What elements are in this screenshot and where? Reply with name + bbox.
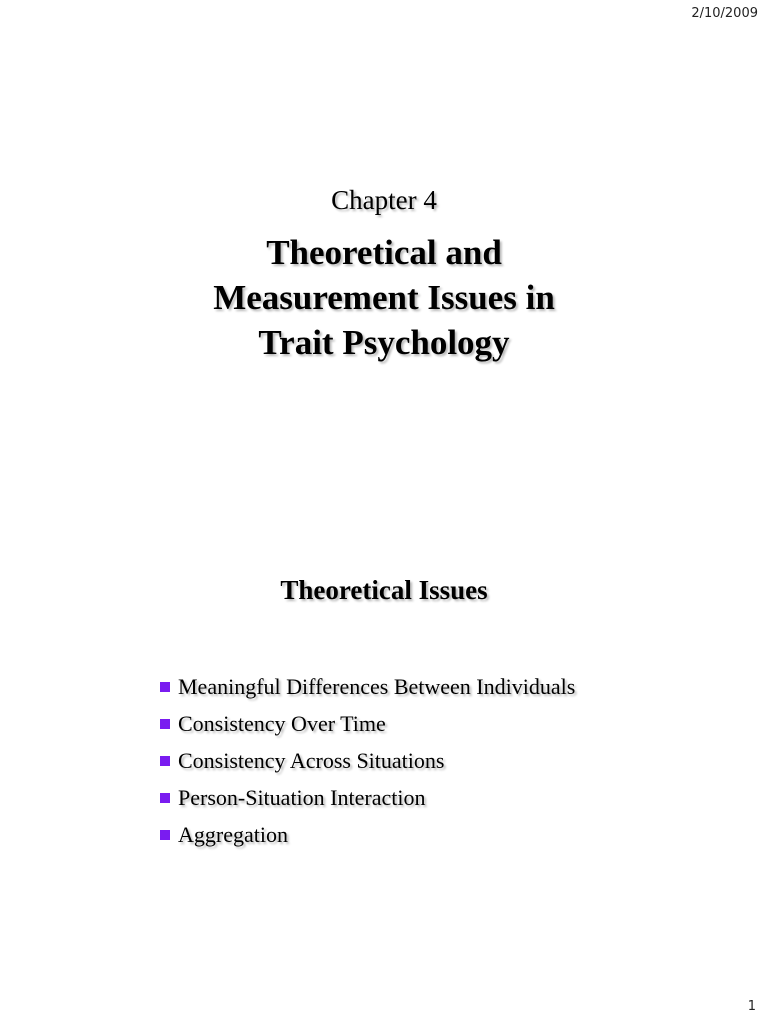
square-bullet-icon [160, 793, 170, 803]
slide-title-line: Theoretical and [266, 233, 502, 272]
list-item [160, 816, 768, 853]
slide-title [0, 230, 768, 365]
square-bullet-icon [160, 682, 170, 692]
bullet-list [160, 668, 768, 853]
chapter-label: Chapter 4 [331, 185, 437, 215]
list-item [160, 668, 768, 705]
list-item [160, 742, 768, 779]
square-bullet-icon [160, 719, 170, 729]
square-bullet-icon [160, 756, 170, 766]
content-slide [0, 570, 768, 853]
section-title: Theoretical Issues [280, 575, 488, 605]
square-bullet-icon [160, 830, 170, 840]
bullet-text: Person-Situation Interaction [178, 785, 426, 810]
bullet-text: Aggregation [178, 822, 288, 847]
list-item [160, 779, 768, 816]
header-date: 2/10/2009 [691, 6, 758, 21]
bullet-text: Consistency Over Time [178, 711, 386, 736]
page-number: 1 [747, 999, 756, 1014]
title-slide [0, 180, 768, 365]
slide-title-line: Trait Psychology [258, 323, 510, 362]
list-item [160, 705, 768, 742]
slide-title-line: Measurement Issues in [213, 278, 555, 317]
bullet-text: Consistency Across Situations [178, 748, 445, 773]
bullet-text: Meaningful Differences Between Individuals [178, 674, 576, 699]
